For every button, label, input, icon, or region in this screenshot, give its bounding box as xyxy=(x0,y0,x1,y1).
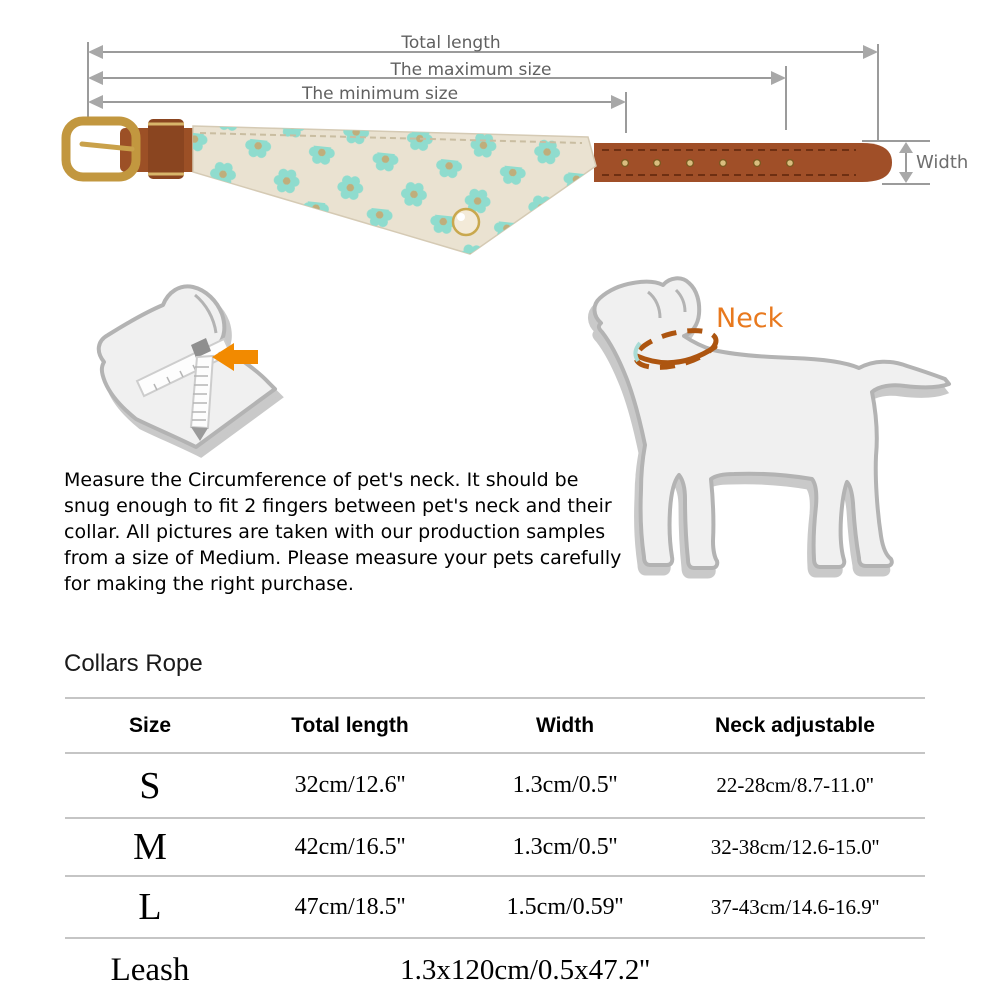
instructions-line: Measure the Circumference of pet's neck. It should be xyxy=(64,469,579,491)
leash-value: 1.3x120cm/0.5x47.2'' xyxy=(400,953,650,986)
instructions-line: from a size of Medium. Please measure your pets carefully xyxy=(64,547,622,569)
table-row xyxy=(65,877,925,939)
row-size: L xyxy=(138,886,162,928)
maximum-size-label: The maximum size xyxy=(390,60,552,80)
header-size: Size xyxy=(128,713,172,737)
row-neck-adjustable: 32-38cm/12.6-15.0'' xyxy=(710,834,880,859)
instructions-line: snug enough to fit 2 fingers between pet's neck and their xyxy=(64,495,612,517)
leash-label: Leash xyxy=(110,951,190,988)
bandana xyxy=(193,126,596,254)
row-neck-adjustable: 22-28cm/8.7-11.0'' xyxy=(716,773,874,797)
width-label: Width xyxy=(916,152,969,173)
header-total-length: Total length xyxy=(291,713,409,737)
header-width: Width xyxy=(535,713,595,737)
row-total-length: 47cm/18.5'' xyxy=(294,893,406,920)
row-width: 1.3cm/0.5'' xyxy=(512,772,618,798)
header-neck-adjustable: Neck adjustable xyxy=(715,713,875,737)
instructions-line: for making the right purchase. xyxy=(64,573,354,595)
table-row xyxy=(65,754,925,819)
pearl-button xyxy=(453,209,479,235)
measuring-instructions xyxy=(64,467,621,597)
collar-right-strap xyxy=(594,143,892,182)
table-header-row xyxy=(65,697,925,754)
collar-photo xyxy=(66,119,892,254)
total-length-label: Total length xyxy=(401,33,501,53)
row-width: 1.5cm/0.59'' xyxy=(506,893,624,920)
neck-label: Neck xyxy=(716,303,784,334)
row-size: S xyxy=(139,764,161,807)
row-total-length: 42cm/16.5'' xyxy=(294,833,406,860)
row-neck-adjustable: 37-43cm/14.6-16.9'' xyxy=(710,894,880,919)
row-total-length: 32cm/12.6'' xyxy=(294,772,406,798)
size-chart-table xyxy=(65,697,925,1000)
collar-keeper xyxy=(148,119,184,179)
dog-head-illustration xyxy=(99,286,280,455)
row-width: 1.3cm/0.5'' xyxy=(512,833,618,860)
size-chart-title: Collars Rope xyxy=(64,650,203,677)
row-size: M xyxy=(133,826,167,868)
leash-row xyxy=(65,939,925,1000)
table-row xyxy=(65,819,925,877)
minimum-size-label: The minimum size xyxy=(301,84,459,104)
instructions-line: collar. All pictures are taken with our production samples xyxy=(64,521,606,543)
